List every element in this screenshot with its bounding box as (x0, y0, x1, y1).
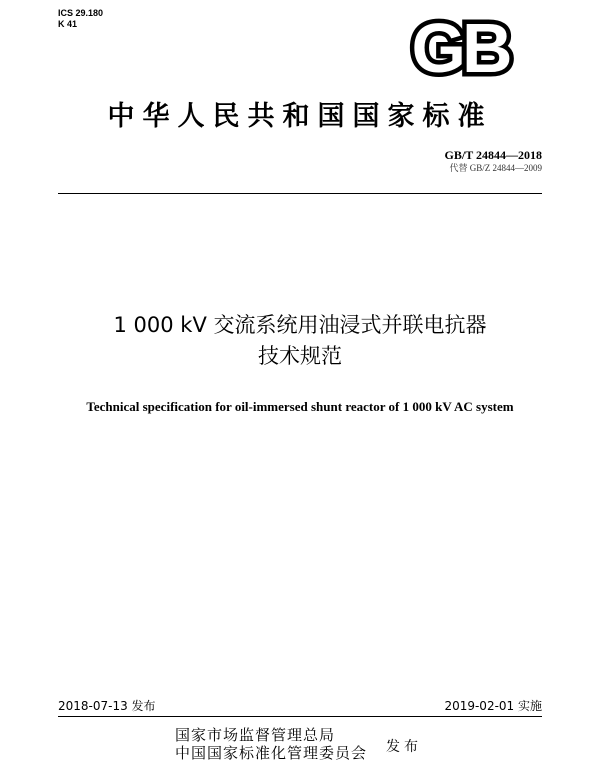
footer-divider (58, 716, 542, 717)
standard-title-en: Technical specification for oil-immersed shunt reactor of 1 000 kV AC system (86, 399, 514, 414)
ics-code: ICS 29.180 (58, 8, 104, 18)
national-standard-title: 中华人民共和国国家标准 (107, 101, 493, 132)
title-zh-line-1: 1 000 kV 交流系统用油浸式并联电抗器 (113, 313, 487, 337)
classification-codes (58, 8, 103, 30)
issue-date: 2018-07-13 发布 (58, 699, 156, 713)
gb-logo-text: GB (411, 16, 509, 78)
ccs-code: K 41 (58, 19, 78, 29)
standard-title-zh (0, 310, 600, 372)
header-divider (58, 193, 542, 194)
standard-number: GB/T 24844—2018 (444, 148, 542, 162)
replaces-standard: 代替 GB/Z 24844—2009 (449, 163, 542, 173)
implementation-date: 2019-02-01 实施 (444, 699, 542, 713)
publish-label: 发布 (386, 739, 422, 755)
title-zh-line-2: 技术规范 (258, 344, 342, 368)
gb-logo (394, 16, 526, 78)
publisher-organizations (175, 726, 367, 762)
publisher-1: 国家市场监督管理总局 (175, 726, 336, 744)
publisher-2: 中国国家标准化管理委员会 (175, 744, 368, 762)
